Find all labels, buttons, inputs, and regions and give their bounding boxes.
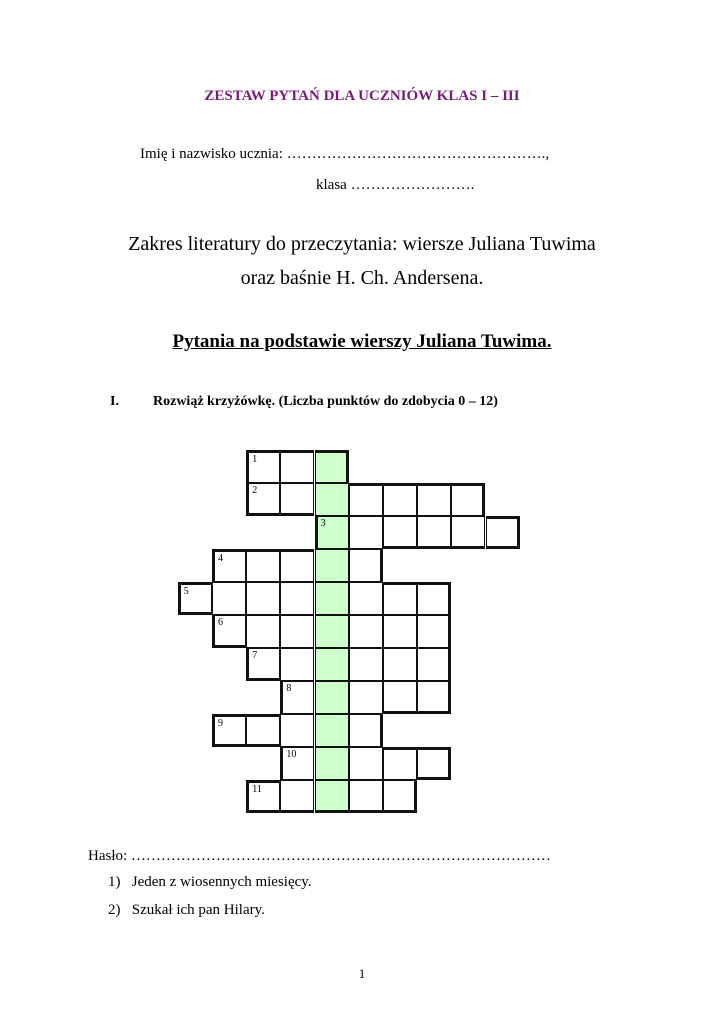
page-number: 1 — [358, 966, 366, 981]
crossword-key-cell[interactable] — [315, 549, 349, 582]
crossword-cell[interactable] — [383, 780, 417, 813]
student-class-line: klasa ……………………. — [316, 177, 475, 193]
crossword-cell[interactable] — [417, 747, 451, 780]
crossword-cell[interactable] — [212, 714, 246, 747]
question-number: 2) — [108, 902, 121, 918]
crossword-cell[interactable] — [349, 681, 383, 714]
crossword-key-cell[interactable] — [315, 648, 349, 681]
crossword-key-cell[interactable] — [315, 615, 349, 648]
crossword-cell[interactable] — [280, 681, 314, 714]
crossword-clue-number: 4 — [218, 553, 223, 564]
task-number: I. — [110, 394, 119, 409]
question-text: Szukał ich pan Hilary. — [131, 902, 265, 918]
reading-scope-line-2: oraz baśnie H. Ch. Andersena. — [240, 267, 484, 289]
crossword-cell[interactable] — [246, 714, 280, 747]
crossword-cell[interactable] — [383, 681, 417, 714]
crossword-key-cell[interactable] — [315, 780, 349, 813]
crossword-key-cell[interactable] — [315, 483, 349, 516]
crossword-cell[interactable] — [349, 747, 383, 780]
crossword-cell[interactable] — [383, 648, 417, 681]
question-item — [108, 902, 265, 919]
student-name-line: Imię i nazwisko ucznia: ……………………………………………., — [140, 146, 550, 162]
crossword-cell[interactable] — [280, 648, 314, 681]
crossword-key-cell[interactable] — [315, 681, 349, 714]
crossword-clue-number: 8 — [286, 683, 292, 694]
crossword-cell[interactable] — [212, 582, 246, 615]
crossword-cell[interactable] — [349, 714, 383, 747]
crossword-key-cell[interactable] — [315, 747, 349, 780]
question-number: 1) — [108, 874, 121, 890]
crossword-cell[interactable] — [417, 681, 451, 714]
crossword-clue-number: 10 — [286, 749, 297, 760]
crossword-cell[interactable] — [280, 780, 314, 813]
crossword-cell[interactable] — [280, 714, 314, 747]
crossword-cell[interactable] — [451, 483, 485, 516]
crossword-clue-number: 9 — [218, 718, 223, 729]
worksheet-title: ZESTAW PYTAŃ DLA UCZNIÓW KLAS I – III — [204, 88, 520, 104]
crossword-cell[interactable] — [280, 747, 314, 780]
crossword-cell[interactable] — [280, 549, 314, 582]
crossword-cell[interactable] — [246, 648, 280, 681]
crossword-cell[interactable] — [349, 483, 383, 516]
crossword-cell[interactable] — [246, 450, 280, 483]
crossword-cell[interactable] — [246, 582, 280, 615]
reading-scope-line-1: Zakres literatury do przeczytania: wiersze Juliana Tuwima — [128, 233, 596, 255]
crossword-clue-number: 3 — [320, 518, 326, 529]
crossword-cell[interactable] — [383, 582, 417, 615]
crossword-cell[interactable] — [212, 549, 246, 582]
crossword-cell[interactable] — [246, 483, 280, 516]
crossword-cell[interactable] — [212, 615, 246, 648]
crossword-key-cell[interactable] — [315, 450, 349, 483]
crossword-cell[interactable] — [246, 549, 280, 582]
crossword-cell[interactable] — [417, 615, 451, 648]
crossword-clue-number: 6 — [218, 617, 223, 628]
crossword-clue-number: 5 — [183, 586, 189, 597]
crossword-cell[interactable] — [246, 615, 280, 648]
crossword-cell[interactable] — [349, 615, 383, 648]
crossword-cell[interactable] — [349, 648, 383, 681]
crossword-cell[interactable] — [280, 582, 314, 615]
crossword-key-cell[interactable] — [315, 516, 349, 549]
crossword-clue-number: 2 — [252, 485, 258, 496]
crossword-cell[interactable] — [451, 516, 485, 549]
crossword-cell[interactable] — [383, 483, 417, 516]
crossword-cell[interactable] — [280, 615, 314, 648]
task-instruction: Rozwiąż krzyżówkę. (Liczba punktów do zdobycia 0 – 12) — [153, 394, 498, 409]
crossword-clue-number: 1 — [252, 454, 258, 465]
question-item — [108, 874, 312, 891]
crossword-cell[interactable] — [383, 516, 417, 549]
crossword-cell[interactable] — [417, 648, 451, 681]
crossword-cell[interactable] — [178, 582, 212, 615]
crossword-cell[interactable] — [417, 483, 451, 516]
crossword-cell[interactable] — [417, 582, 451, 615]
crossword-cell[interactable] — [383, 615, 417, 648]
crossword-cell[interactable] — [486, 516, 520, 549]
crossword-clue-number: 11 — [252, 784, 262, 795]
question-text: Jeden z wiosennych miesięcy. — [131, 874, 312, 890]
crossword-key-cell[interactable] — [315, 582, 349, 615]
crossword-key-cell[interactable] — [315, 714, 349, 747]
password-answer-line: Hasło: ………………………………………………………………………… — [88, 848, 551, 864]
crossword-cell[interactable] — [349, 549, 383, 582]
section-heading: Pytania na podstawie wierszy Juliana Tuwima. — [172, 331, 552, 352]
crossword-cell[interactable] — [383, 747, 417, 780]
crossword-cell[interactable] — [349, 780, 383, 813]
crossword-cell[interactable] — [349, 516, 383, 549]
crossword-cell[interactable] — [349, 582, 383, 615]
crossword-cell[interactable] — [280, 483, 314, 516]
crossword-cell[interactable] — [280, 450, 314, 483]
crossword-cell[interactable] — [246, 780, 280, 813]
crossword-cell[interactable] — [417, 516, 451, 549]
crossword-clue-number: 7 — [252, 650, 258, 661]
